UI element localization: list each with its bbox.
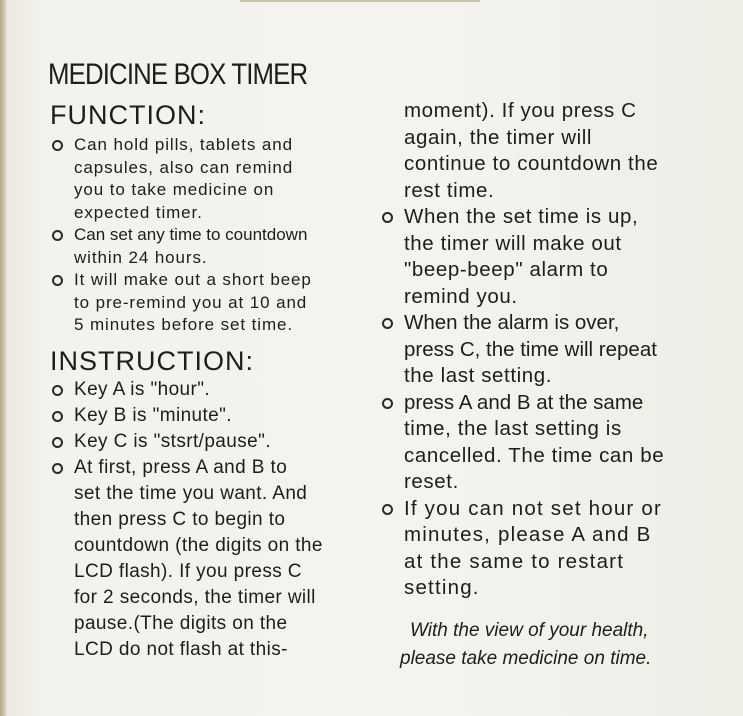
text-line: at the same to restart	[404, 549, 625, 573]
bullet-icon	[382, 504, 393, 515]
text-line: countdown (the digits on the	[74, 535, 323, 556]
text-line: LCD flash). If you press C	[74, 561, 302, 582]
instruction-item	[382, 204, 722, 310]
text-line: When the alarm is over,	[404, 311, 620, 334]
function-heading: FUNCTION:	[50, 100, 206, 130]
text-line: Can hold pills, tablets and	[74, 135, 293, 154]
text-line: then press C to begin to	[74, 509, 286, 530]
text-line: minutes, please A and B	[404, 523, 652, 546]
text-line: Can set any time to countdown	[74, 225, 308, 244]
text-line: LCD do not flash at this-	[74, 639, 288, 660]
text-line: continue to countdown the	[404, 152, 659, 175]
paper-edge	[0, 0, 6, 716]
text-line: moment). If you press C	[404, 99, 637, 122]
text-line: reset.	[404, 470, 459, 493]
footer-line-1: With the view of your health,	[410, 620, 649, 641]
text-line: Key A is "hour".	[74, 379, 211, 400]
continuation-text	[382, 98, 722, 204]
function-list	[52, 134, 372, 337]
instruction-item	[52, 377, 372, 403]
instruction-heading: INSTRUCTION:	[50, 346, 254, 376]
text-line: At first, press A and B to	[74, 457, 288, 478]
text-line: time, the last setting is	[404, 417, 622, 440]
bullet-icon	[52, 230, 63, 241]
text-line: "beep-beep" alarm to	[404, 258, 609, 281]
text-line: the timer will make out	[404, 231, 622, 255]
instruction-item	[382, 390, 722, 496]
bullet-icon	[382, 398, 393, 409]
text-line: Key B is "minute".	[74, 405, 232, 426]
instruction-item	[52, 429, 372, 455]
bullet-icon	[52, 411, 63, 422]
bullet-icon	[382, 318, 393, 329]
text-line: you to take medicine on	[74, 180, 275, 199]
right-column	[382, 98, 722, 602]
function-item	[52, 269, 372, 337]
text-line: expected timer.	[74, 202, 203, 222]
bullet-icon	[52, 463, 63, 474]
instruction-item	[52, 455, 372, 663]
instruction-item	[382, 496, 722, 602]
text-line: pause.(The digits on the	[74, 613, 288, 634]
bullet-icon	[52, 437, 63, 448]
text-line: 5 minutes before set time.	[74, 315, 293, 334]
text-line: to pre-remind you at 10 and	[74, 292, 308, 312]
instruction-item	[382, 310, 722, 390]
function-item	[52, 224, 372, 269]
text-line: again, the timer will	[404, 125, 593, 149]
bullet-icon	[52, 140, 63, 151]
text-line: setting.	[404, 576, 480, 599]
text-line: If you can not set hour or	[404, 496, 662, 520]
text-line: press C, the time will repeat	[404, 337, 657, 361]
bullet-icon	[52, 385, 63, 396]
paper-edge-top	[240, 0, 480, 2]
text-line: When the set time is up,	[404, 205, 639, 228]
text-line: the last setting.	[404, 364, 553, 387]
text-line: set the time you want. And	[74, 483, 308, 504]
text-line: It will make out a short beep	[74, 270, 312, 289]
text-line: capsules, also can remind	[74, 157, 294, 177]
footer-line-2: please take medicine on time.	[400, 648, 652, 669]
function-item	[52, 134, 372, 224]
text-line: remind you.	[404, 284, 518, 308]
text-line: press A and B at the same	[404, 390, 644, 414]
text-line: Key C is "stsrt/pause".	[74, 431, 271, 452]
bullet-icon	[52, 275, 63, 286]
text-line: for 2 seconds, the timer will	[74, 587, 316, 608]
text-line: rest time.	[404, 178, 495, 202]
text-line: cancelled. The time can be	[404, 443, 665, 467]
text-line: within 24 hours.	[74, 247, 208, 267]
instruction-list	[52, 377, 372, 663]
page-title: MEDICINE BOX TIMER	[48, 58, 308, 91]
bullet-icon	[382, 212, 393, 223]
instruction-item	[52, 403, 372, 429]
